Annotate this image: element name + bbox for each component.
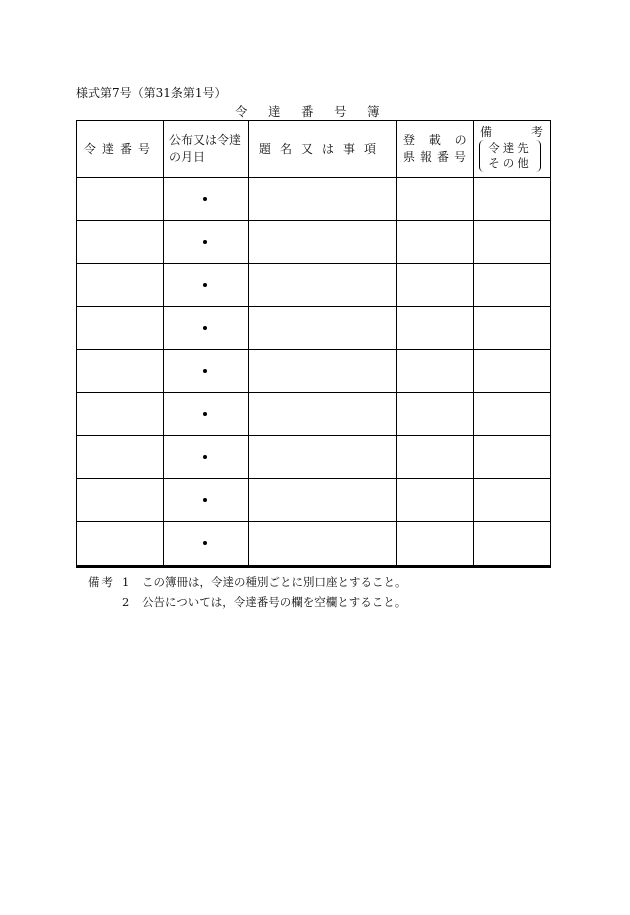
column-divider bbox=[163, 121, 164, 565]
row-divider bbox=[77, 435, 550, 436]
header-gazette-number-line1: 登 載 の bbox=[403, 133, 472, 147]
note-text: 公告については，令達番号の欄を空欄とすること。 bbox=[142, 595, 407, 609]
row-divider bbox=[77, 177, 550, 178]
date-separator-dot bbox=[203, 240, 207, 244]
row-divider bbox=[77, 220, 550, 221]
date-separator-dot bbox=[203, 326, 207, 330]
row-divider bbox=[77, 349, 550, 350]
row-divider bbox=[77, 263, 550, 264]
note-number: 1 bbox=[122, 575, 130, 589]
column-divider bbox=[248, 121, 249, 565]
header-remarks-label bbox=[480, 124, 543, 141]
header-remarks-char: 考 bbox=[530, 125, 543, 139]
row-divider bbox=[77, 478, 550, 479]
header-remarks-sub-line2: その他 bbox=[488, 156, 532, 170]
header-title-or-matter: 題名又は事項 bbox=[258, 141, 385, 156]
note-number: 2 bbox=[122, 595, 130, 609]
header-remarks-char: 備 bbox=[480, 125, 493, 139]
header-remarks-bracket bbox=[479, 140, 541, 172]
date-separator-dot bbox=[203, 283, 207, 287]
title-char: 達 bbox=[268, 104, 281, 119]
row-divider bbox=[77, 306, 550, 307]
register-table bbox=[76, 120, 551, 568]
title-char: 号 bbox=[334, 104, 347, 119]
notes-label: 備考 bbox=[88, 575, 115, 589]
document-title bbox=[235, 102, 380, 120]
header-issue-date bbox=[163, 121, 248, 177]
date-separator-dot bbox=[203, 369, 207, 373]
header-gazette-number bbox=[396, 121, 473, 177]
header-issue-date-line1: 公布又は令達 bbox=[169, 133, 242, 147]
date-separator-dot bbox=[203, 412, 207, 416]
form-number: 様式第7号（第31条第1号） bbox=[76, 86, 227, 100]
header-remarks bbox=[473, 121, 550, 177]
header-gazette-number-line2: 県報番号 bbox=[403, 150, 472, 164]
row-divider bbox=[77, 521, 550, 522]
header-remarks-sub-line1: 令達先 bbox=[488, 141, 532, 155]
title-char: 令 bbox=[235, 104, 248, 119]
header-issue-date-line2: の月日 bbox=[169, 150, 206, 164]
date-separator-dot bbox=[203, 498, 207, 502]
column-divider bbox=[473, 121, 474, 565]
column-divider bbox=[396, 121, 397, 565]
header-order-number: 令達番号 bbox=[83, 141, 156, 156]
row-divider bbox=[77, 392, 550, 393]
date-separator-dot bbox=[203, 455, 207, 459]
date-separator-dot bbox=[203, 197, 207, 201]
title-char: 番 bbox=[301, 104, 314, 119]
title-char: 簿 bbox=[367, 104, 380, 119]
date-separator-dot bbox=[203, 541, 207, 545]
note-text: この簿冊は，令達の種別ごとに別口座とすること。 bbox=[142, 575, 407, 589]
